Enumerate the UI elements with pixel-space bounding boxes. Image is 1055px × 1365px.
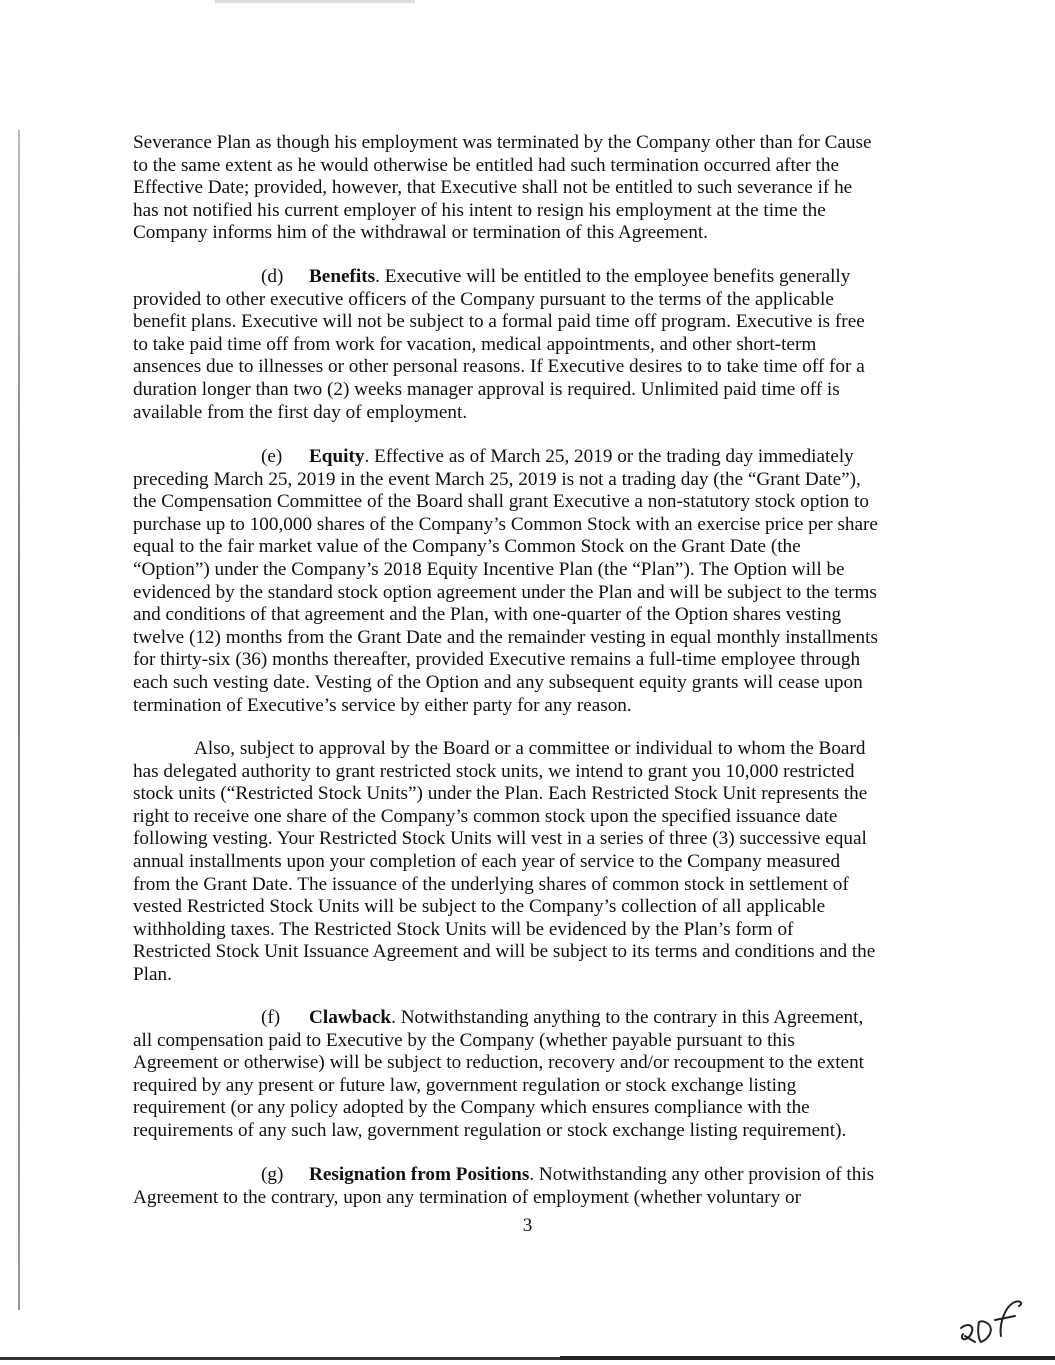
text-line: ansences due to illnesses or other personal reasons. If Executive desires to to take time off for a [133,356,865,378]
paragraph-g-resignation [133,1164,933,1209]
text-line: Effective Date; provided, however, that Executive shall not be entitled to such severance if he [133,177,853,199]
text-line: provided to other executive officers of the Company pursuant to the terms of the applicable [133,288,834,310]
text-line: Plan. [133,963,172,985]
text-line: has delegated authority to grant restricted stock units, we intend to grant you 10,000 restricted [133,760,855,782]
text-line: benefit plans. Executive will not be subject to a formal paid time off program. Executive is free [133,311,865,333]
text-line: to take paid time off from work for vacation, medical appointments, and other short-term [133,333,817,355]
section-label: (g) [261,1164,284,1185]
text-line: termination of Executive’s service by either party for any reason. [133,694,632,716]
text-line: each such vesting date. Vesting of the Option and any subsequent equity grants will cease upon [133,671,863,693]
text-run: . Executive will be entitled to the employee benefits generally [375,266,851,287]
text-line: preceding March 25, 2019 in the event March 25, 2019 is not a trading day (the “Grant Date”), [133,468,861,490]
text-run: . Notwithstanding anything to the contrary in this Agreement, [391,1007,864,1028]
text-line: stock units (“Restricted Stock Units”) under the Plan. Each Restricted Stock Unit represents the [133,783,868,805]
text-run: . Notwithstanding any other provision of this [529,1164,875,1185]
text-line: Company informs him of the withdrawal or termination of this Agreement. [133,222,708,244]
text-line: purchase up to 100,000 shares of the Company’s Common Stock with an exercise price per share [133,513,878,535]
paragraph-e-equity [133,446,933,717]
paragraph-d-benefits [133,266,933,424]
text-line: to the same extent as he would otherwise be entitled had such termination occurred after the [133,154,839,176]
text-line [133,266,933,289]
text-line: following vesting. Your Restricted Stock Units will vest in a series of three (3) successive equal [133,828,867,850]
text-line: annual installments upon your completion of each year of service to the Company measured [133,850,841,872]
scan-edge-bottom [560,1356,1055,1360]
text-line: twelve (12) months from the Grant Date and the remainder vesting in equal monthly installments [133,626,878,648]
text-line: equal to the fair market value of the Company’s Common Stock on the Grant Date (the [133,536,801,558]
text-line: requirement (or any policy adopted by the Company which ensures compliance with the [133,1097,810,1119]
text-line: Also, subject to approval by the Board or a committee or individual to whom the Board [194,738,866,759]
text-line: the Compensation Committee of the Board shall grant Executive a non-statutory stock option to [133,491,869,513]
text-line: for thirty-six (36) months thereafter, provided Executive remains a full-time employee through [133,649,861,671]
text-line: Agreement or otherwise) will be subject to reduction, recovery and/or recoupment to the extent [133,1052,864,1074]
handwritten-initials [955,1292,1035,1352]
text-run: . Effective as of March 25, 2019 or the trading day immediately [364,446,854,467]
text-line [133,1007,933,1030]
section-heading: Equity [309,446,365,467]
text-line: Restricted Stock Unit Issuance Agreement and will be subject to its terms and conditions and the [133,941,876,963]
page-number: 3 [522,1215,533,1236]
text-line: all compensation paid to Executive by the Company (whether payable pursuant to this [133,1029,795,1051]
text-line [133,446,933,469]
section-label: (d) [261,266,284,287]
text-line: required by any present or future law, government regulation or stock exchange listing [133,1074,797,1096]
section-heading: Benefits [309,266,376,287]
text-line: requirements of any such law, government regulation or stock exchange listing requirement). [133,1119,847,1141]
text-line: Severance Plan as though his employment was terminated by the Company other than for Cause [133,132,872,153]
text-line: duration longer than two (2) weeks manager approval is required. Unlimited paid time off is [133,378,840,400]
section-label: (e) [261,446,283,467]
scan-artifact [215,0,415,3]
text-line: from the Grant Date. The issuance of the underlying shares of common stock in settlement of [133,873,849,895]
text-line: evidenced by the standard stock option agreement under the Plan and will be subject to the terms [133,581,877,603]
section-heading: Resignation from Positions [309,1164,530,1185]
scan-edge-shadow [18,130,20,1310]
section-heading: Clawback [309,1007,392,1028]
text-line: has not notified his current employer of his intent to resign his employment at the time the [133,199,826,221]
text-line [133,1164,933,1187]
paragraph-c-continuation [133,132,933,245]
paragraph-f-clawback [133,1007,933,1143]
text-line: “Option”) under the Company’s 2018 Equity Incentive Plan (the “Plan”). The Option will be [133,558,845,580]
paragraph-rsu-grant [133,738,933,987]
text-line: Agreement to the contrary, upon any termination of employment (whether voluntary or [133,1186,801,1208]
text-line: right to receive one share of the Company’s common stock upon the specified issuance date [133,805,838,827]
text-line: available from the first day of employment. [133,401,468,423]
text-line: and conditions of that agreement and the Plan, with one-quarter of the Option shares vesting [133,604,842,626]
scan-edge-bottom [0,1357,560,1360]
section-label: (f) [261,1007,281,1028]
text-line: withholding taxes. The Restricted Stock Units will be evidenced by the Plan’s form of [133,918,794,940]
text-line: vested Restricted Stock Units will be subject to the Company’s collection of all applicable [133,896,826,918]
